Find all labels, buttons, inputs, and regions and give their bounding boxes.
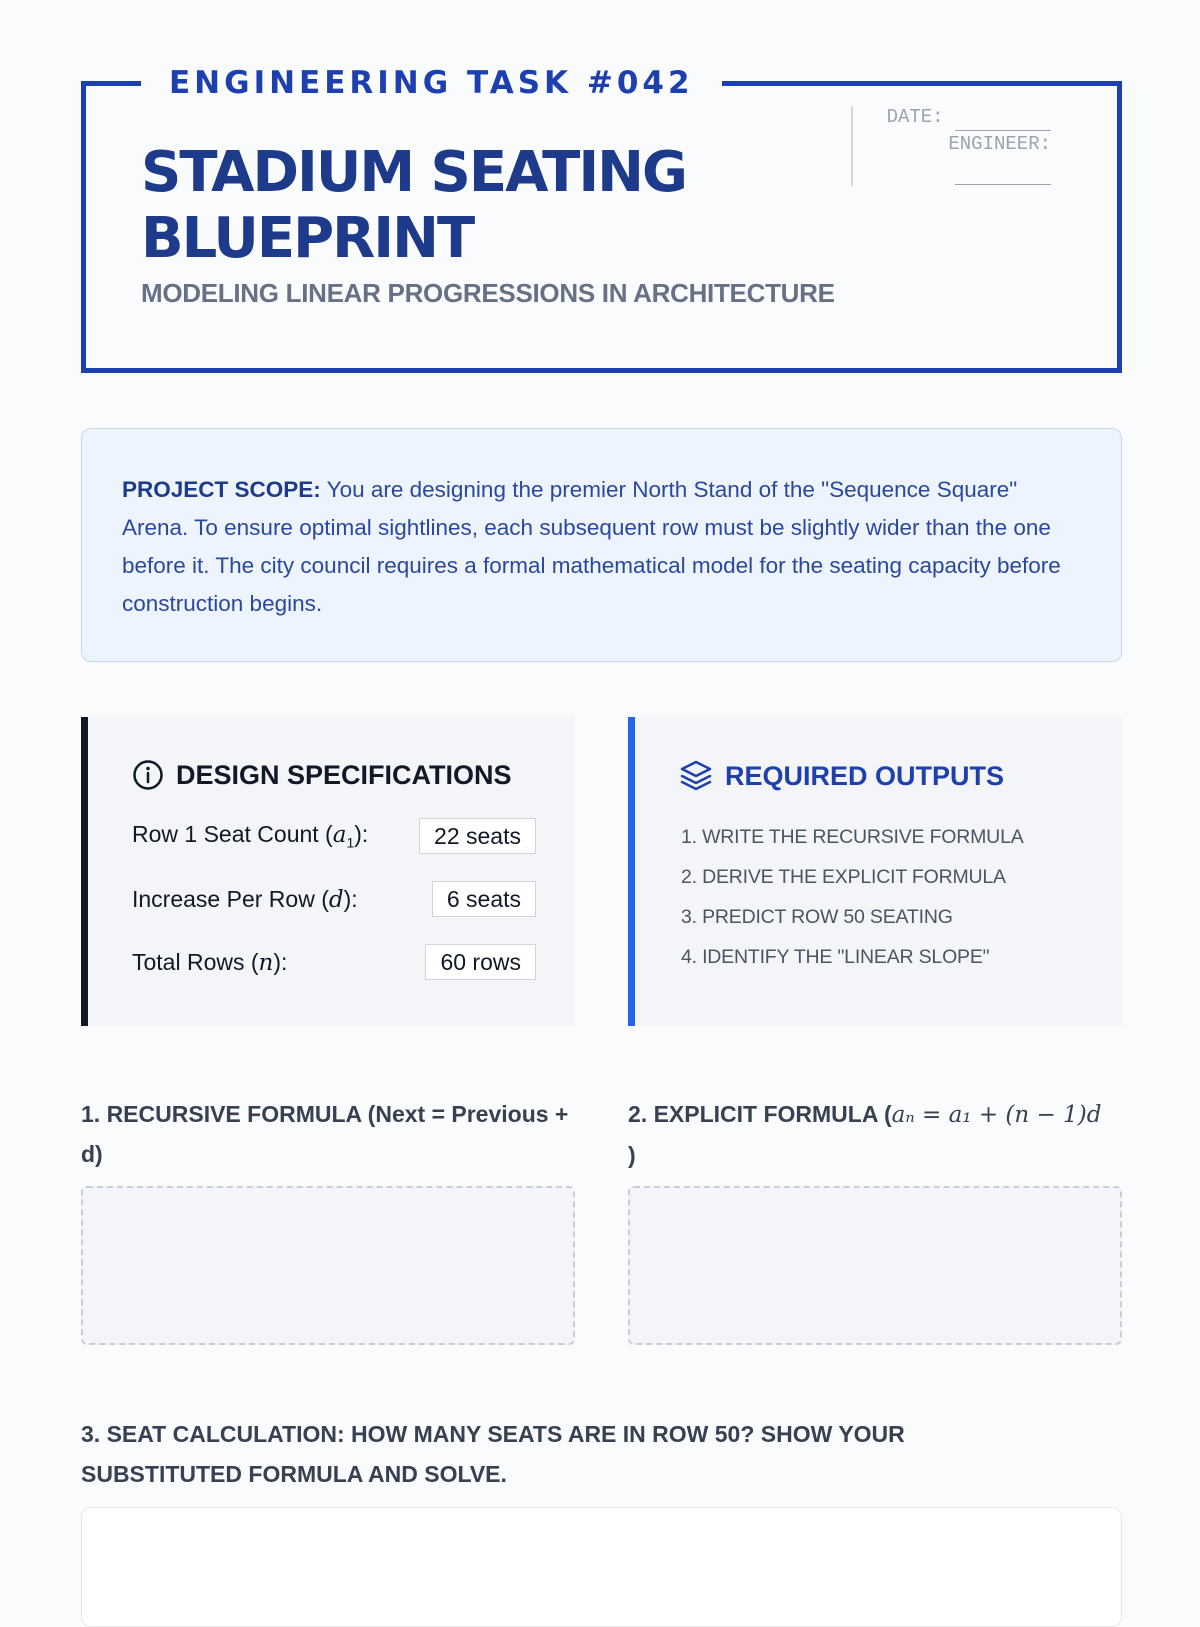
list-item: 3. PREDICT ROW 50 SEATING bbox=[681, 906, 953, 928]
engineer-label: ENGINEER: bbox=[948, 133, 1051, 155]
question-1-answer-box[interactable] bbox=[81, 1186, 575, 1345]
question-3-label: 3. SEAT CALCULATION: HOW MANY SEATS ARE IN ROW 50? SHOW YOUR SUBSTITUTED FORMULA AND SOLVE. bbox=[81, 1421, 905, 1487]
spec-value: 22 seats bbox=[419, 818, 536, 854]
engineer-field[interactable] bbox=[955, 166, 1051, 185]
info-icon bbox=[132, 759, 164, 791]
spec-row-increase bbox=[132, 881, 536, 917]
spec-value: 60 rows bbox=[425, 944, 536, 980]
project-scope-box bbox=[81, 428, 1122, 662]
title-line-2: BLUEPRINT bbox=[141, 206, 474, 271]
list-item: 1. WRITE THE RECURSIVE FORMULA bbox=[681, 826, 1024, 848]
meta-block bbox=[861, 104, 1051, 185]
outputs-list bbox=[681, 817, 1024, 977]
specs-heading-text: DESIGN SPECIFICATIONS bbox=[176, 759, 512, 790]
outputs-heading-text: REQUIRED OUTPUTS bbox=[725, 760, 1005, 791]
list-item: 4. IDENTIFY THE "LINEAR SLOPE" bbox=[681, 946, 990, 968]
list-item: 2. DERIVE THE EXPLICIT FORMULA bbox=[681, 866, 1006, 888]
layers-icon bbox=[679, 759, 713, 793]
spec-label: Increase Per Row (d): bbox=[132, 885, 358, 913]
design-specifications-card bbox=[81, 717, 575, 1026]
spec-label: Row 1 Seat Count $(a_1)$: bbox=[132, 821, 369, 851]
scope-text: You are designing the premier North Stand of the "Sequence Square" Arena. To ensure optimal sightlines, each subsequent row must be slightly wider than the one before it. The city council requires a formal mathematical model for the seating capacity before construction begins. bbox=[122, 477, 1061, 616]
question-1-label: 1. RECURSIVE FORMULA (Next = Previous + d) bbox=[81, 1101, 569, 1167]
question-2-label: 2. EXPLICIT FORMULA (aₙ = a₁ + (n − 1)d ) bbox=[628, 1101, 1102, 1168]
page-title bbox=[141, 140, 781, 272]
scope-label: PROJECT SCOPE: bbox=[122, 477, 321, 502]
spec-row-total-rows bbox=[132, 944, 536, 980]
title-line-1: STADIUM SEATING bbox=[141, 140, 686, 205]
date-label: DATE: bbox=[886, 106, 944, 128]
date-field[interactable] bbox=[955, 112, 1051, 131]
question-3-answer-box[interactable] bbox=[81, 1507, 1122, 1627]
specs-heading bbox=[132, 759, 512, 791]
question-2-answer-box[interactable] bbox=[628, 1186, 1122, 1345]
spec-label: Total Rows (n): bbox=[132, 948, 288, 976]
required-outputs-card bbox=[628, 717, 1122, 1026]
task-label: ENGINEERING TASK #042 bbox=[141, 63, 722, 103]
spec-row-first-row bbox=[132, 818, 536, 854]
outputs-heading bbox=[679, 759, 1004, 793]
meta-divider bbox=[851, 106, 853, 186]
page-subtitle: MODELING LINEAR PROGRESSIONS IN ARCHITECTURE bbox=[141, 278, 835, 308]
explicit-formula: aₙ = a₁ + (n − 1)d bbox=[891, 1102, 1102, 1128]
spec-value: 6 seats bbox=[432, 881, 536, 917]
